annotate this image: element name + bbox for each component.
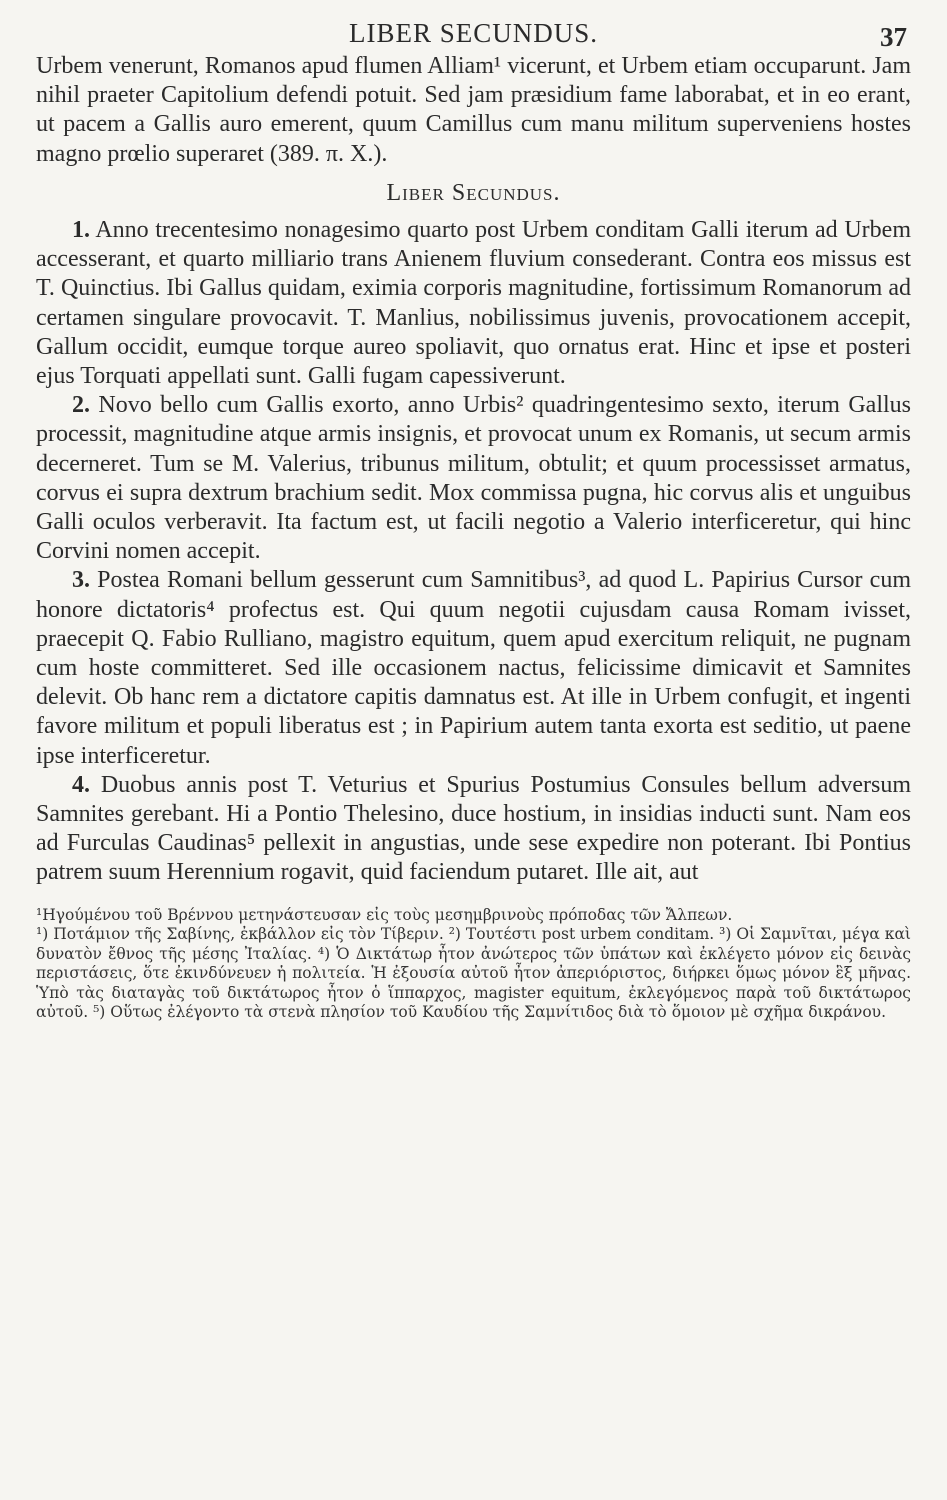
- page-header: [36, 12, 911, 52]
- paragraph-number: 2.: [72, 392, 90, 419]
- paragraph-4: [36, 771, 911, 888]
- paragraph-number: 1.: [72, 217, 90, 244]
- paragraph-1: [36, 216, 911, 391]
- paragraph-text: Novo bello cum Gallis exorto, anno Urbis² quadringentesimo sexto, iterum Gallus processit, magnitudine atque armis insignis, et provocat unum ex Romanis, ut secum armis decerneret. Tum se M. Valerius, tribunus militum, obtulit; et quum processisset armatus, corvus ei supra dextrum brachium sedit. Mox commissa pugna, hic corvus alis et unguibus Galli oculos verberavit. Ita factum est, ut facili negotio a Valerio interficeretur, qui hinc Corvini nomen accepit.: [36, 392, 912, 565]
- body-text: [36, 52, 911, 888]
- paragraph-number: 3.: [72, 567, 90, 594]
- footnote-line: ¹Ηγούμένου τοῦ Βρέννου μετηνάστευσαν εἰς τοὺς μεσημβρινοὺς πρόποδας τῶν Ἄλπεων.: [36, 905, 733, 924]
- paragraph-text: Anno trecentesimo nonagesimo quarto post Urbem conditam Galli iterum ad Urbem accesserant, et quarto milliario trans Anienem fluvium consederant. Contra eos missus est T. Quinctius. Ibi Gallus quidam, eximia corporis magnitudine, fortissimum Romanorum ad certamen singulare provocavit. T. Manlius, nobilissimus juvenis, provocationem accepit, Gallum occidit, eumque torque aureo spoliavit, quo ornatus erat. Hinc et ipse et posteri ejus Torquati appellati sunt. Galli fugam capessiverunt.: [36, 217, 911, 390]
- section-heading: Liber Secundus.: [386, 179, 561, 206]
- paragraph-2: [36, 391, 911, 566]
- paragraph-text: Postea Romani bellum gesserunt cum Samnitibus³, ad quod L. Papirius Cursor cum honore dictatoris⁴ profectus est. Qui quum negotii cujusdam causa Romam ivisset, praecepit Q. Fabio Rulliano, magistro equitum, quem apud exercitum reliquit, ne pugnam cum hoste committeret. Sed ille occasionem nactus, felicissime dimicavit et Samnites delevit. Ob hanc rem a dictatore capitis damnatus est. At ille in Urbem confugit, et ingenti favore militum et populi liberatus est ; in Papirium autem tanta exorta est seditio, ut paene ipse interficeretur.: [36, 567, 911, 769]
- running-title: LIBER SECUNDUS.: [348, 18, 599, 48]
- paragraph-text: Duobus annis post T. Veturius et Spurius Postumius Consules bellum adversum Samnites gerebant. Hi a Pontio Thelesino, duce hostium, in insidias inducti sunt. Nam eos ad Furculas Caudinas⁵ pellexit in angustias, unde sese expedire non poterant. Ibi Pontius patrem suum Herennium rogavit, quid faciendum putaret. Ille ait, aut: [36, 771, 912, 886]
- continuation-paragraph: Urbem venerunt, Romanos apud flumen Alliam¹ vicerunt, et Urbem etiam occuparunt. Jam nihil praeter Capitolium defendi potuit. Sed jam præsidium fame laborabat, et in eo erant, ut pacem a Gallis auro emerent, quum Camillus cum manu militum superveniens hostes magno prœlio superaret (389. π. X.).: [36, 53, 911, 167]
- footnotes: [36, 906, 911, 1023]
- paragraph-3: [36, 566, 911, 770]
- footnote-line: ¹) Ποτάμιον τῆς Σαβίνης, ἐκβάλλον εἰς τὸν Τίβεριν. ²) Τουτέστι post urbem conditam. ³) Οἱ Σαμνῖται, μέγα καὶ δυνατὸν ἔθνος τῆς μέσης Ἰταλίας. ⁴) Ὁ Δικτάτωρ ἦτον ἀνώτερος τῶν ὑπάτων καὶ ἐκλέγετο μόνον εἰς δεινὰς περιστάσεις, ὅτε ἐκινδύνευεν ἡ πολιτεία. Ἡ ἐξουσία αὐτοῦ ἦτον ἀπεριόριστος, διήρκει ὅμως μόνον ἓξ μῆνας. Ὑπὸ τὰς διαταγὰς τοῦ δικτάτωρος ἦτον ὁ ἵππαρχος, magister equitum, ἐκλεγόμενος παρὰ τοῦ δικτάτωρος αὐτοῦ. ⁵) Οὕτως ἐλέγοντο τὰ στενὰ πλησίον τοῦ Καυδίου τῆς Σαμνίτιδος διὰ τὸ ὅμοιον μὲ σχῆμα δικράνου.: [36, 925, 911, 1022]
- page-number: 37: [880, 22, 907, 52]
- paragraph-number: 4.: [72, 771, 90, 798]
